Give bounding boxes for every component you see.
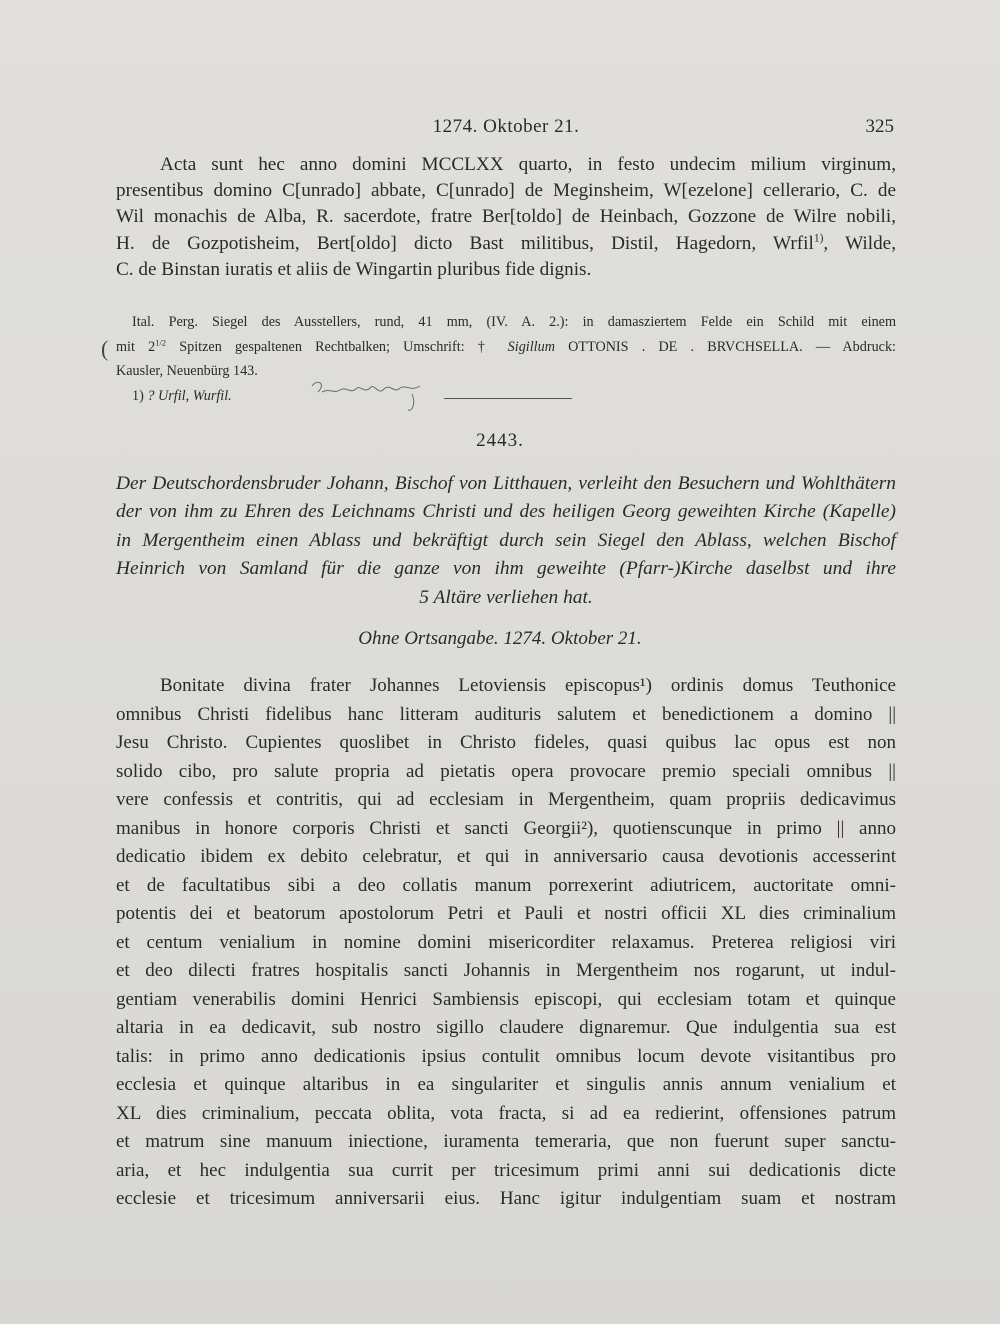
running-head: 1274. Oktober 21.: [432, 116, 580, 137]
footnote-1: [116, 384, 896, 409]
body-line-8: et de facultatibus sibi a deo collatis manum porrexerint adiutricem, auctoritate omni-: [116, 874, 896, 896]
body-line-15: ecclesia et quinque altaribus in ea singulariter et singulis annis annum venialium et: [116, 1074, 896, 1095]
body-line-6: manibus in honore corporis Christi et sancti Georgii²), quotienscunque in primo || anno: [116, 817, 896, 839]
summary-line-1: Der Deutschordensbruder Johann, Bischof von Litthauen, verleiht den Besuchern und Wohlthätern: [116, 473, 896, 494]
body-line-5: vere confessis et contritis, qui ad ecclesiam in Mergentheim, quam propriis dedicavimus: [116, 789, 896, 810]
source-note-line-3: Kausler, Neuenbürg 143.: [116, 363, 258, 379]
body-line-9: potentis dei et beatorum apostolorum Petri et Pauli et nostri officii XL dies criminalium: [116, 903, 896, 924]
source-note-fraction: 1/2: [155, 336, 167, 347]
summary-line-2: der von ihm zu Ehren des Leichnams Christi und des heiligen Georg geweihten Kirche (Kapelle): [116, 501, 896, 523]
body-line-19: ecclesie et tricesimum anniversarii eius. Hanc igitur indulgentiam suam et nostram: [116, 1188, 896, 1209]
body-line-12: gentiam venerabilis domini Henrici Sambiensis episcopi, qui ecclesiam totam et quinque: [116, 988, 896, 1010]
body-line-18: aria, et hec indulgentia sua currit per tricesimum primi anni sui dedicationis dicte: [116, 1159, 896, 1181]
body-line-11: et deo dilecti fratres hospitalis sancti Johannis in Mergentheim nos rogarunt, ut indul-: [116, 960, 896, 981]
acta-line-1: Acta sunt hec anno domini MCCLXX quarto, in festo undecim milium virginum,: [160, 154, 896, 175]
footnote-1-marker: 1): [132, 387, 148, 404]
regest-summary: [116, 470, 896, 612]
body-line-1: Bonitate divina frater Johannes Letoviensis episcopus¹) ordinis domus Teuthonice: [160, 675, 896, 696]
acta-paragraph: [116, 152, 896, 283]
acta-line-5: C. de Binstan iuratis et aliis de Wingartin pluribus fide dignis.: [116, 258, 592, 280]
summary-line-4: Heinrich von Samland für die ganze von ihm geweihte (Pfarr-)Kirche daselbst und ihre: [116, 558, 896, 580]
acta-line-2: presentibus domino C[unrado] abbate, C[unrado] de Meginsheim, W[ezelone] cellerario, C. de: [116, 180, 896, 202]
date-line: Ohne Ortsangabe. 1274. Oktober 21.: [358, 628, 642, 649]
source-note-line-1: Ital. Perg. Siegel des Ausstellers, rund, 41 mm, (IV. A. 2.): in damasziertem Felde ein Schild mit einem: [132, 314, 896, 330]
source-note-text-b: Spitzen gespaltenen Rechtbalken; Umschrift: †: [166, 338, 508, 355]
footnote-1-text: ? Urfil, Wurfil.: [147, 387, 232, 404]
source-note-text-a: mit 2: [116, 338, 156, 355]
acta-line-4-end: , Wilde,: [823, 232, 896, 254]
summary-line-3: in Mergentheim einen Ablass und bekräftigt durch sein Siegel den Ablass, welchen Bischof: [116, 529, 896, 551]
handwritten-annotation: [308, 374, 428, 414]
source-note: [116, 310, 896, 408]
body-line-7: dedicatio ibidem ex debito celebratur, et qui in anniversario causa devotionis accesserint: [116, 846, 896, 867]
summary-line-5: 5 Altäre verliehen hat.: [419, 586, 593, 608]
pencil-bracket-mark: (: [101, 336, 109, 361]
page-number: 325: [865, 116, 894, 137]
body-line-3: Jesu Christo. Cupientes quoslibet in Christo fideles, quasi quibus lac opus est non: [116, 732, 896, 753]
source-note-text-c: OTTONIS . DE . BRVCHSELLA. — Abdruck:: [554, 338, 896, 355]
body-line-10: et centum venialium in nomine domini misericorditer relaxamus. Preterea religiosi viri: [116, 931, 896, 953]
separator-rule: [444, 398, 572, 399]
acta-line-3: Wil monachis de Alba, R. sacerdote, fratre Ber[toldo] de Heinbach, Gozzone de Wilre nobili,: [116, 206, 896, 228]
source-note-line-2: [116, 335, 896, 360]
body-line-4: solido cibo, pro salute propria ad pietatis opera provocare premio speciali omnibus ||: [116, 760, 896, 782]
page-header: [118, 116, 894, 140]
acta-line-4-text: H. de Gozpotisheim, Bert[oldo] dicto Bast militibus, Distil, Hagedorn, Wrfil: [116, 232, 814, 254]
charter-body: [116, 672, 896, 1214]
source-note-sigillum: Sigillum: [507, 338, 555, 355]
body-line-13: altaria in ea dedicavit, sub nostro sigillo claudere dignaremur. Que indulgentia sua est: [116, 1017, 896, 1038]
footnote-ref-1: 1): [813, 232, 824, 245]
acta-line-4: [116, 231, 896, 257]
body-line-17: et matrum sine manuum iniectione, iuramenta temeraria, que non fuerunt super sanctu-: [116, 1131, 896, 1152]
body-line-14: talis: in primo anno dedicationis ipsius contulit omnibus locum devote visitantibus pro: [116, 1045, 896, 1067]
body-line-16: XL dies criminalium, peccata oblita, vota fracta, si ad ea redierint, offensiones patrum: [116, 1102, 896, 1124]
document-number: 2443.: [476, 430, 524, 451]
body-line-2: omnibus Christi fidelibus hanc litteram audituris salutem et benedictionem a domino ||: [116, 703, 896, 725]
